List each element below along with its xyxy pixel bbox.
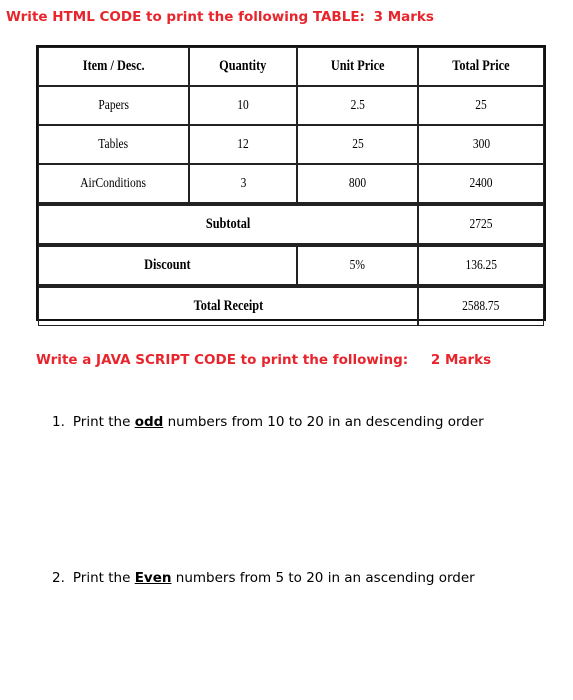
table-row [38,125,544,164]
discount-rate: 5% [297,244,418,285]
task-keyword: Even [134,570,172,586]
cell-item: Tables [38,125,189,164]
header-quantity: Quantity [189,47,297,86]
subtotal-value: 2725 [418,203,544,244]
cell-total-price: 25 [418,86,544,125]
total-label: Total Receipt [38,285,418,326]
cell-quantity: 12 [189,125,297,164]
cell-unit-price: 800 [297,164,418,203]
cell-quantity: 10 [189,86,297,125]
header-unit-price: Unit Price [297,47,418,86]
task-text-before: Print the [72,570,135,586]
cell-total-price: 300 [418,125,544,164]
discount-row [38,244,544,285]
cell-item: Papers [38,86,189,125]
table-row [38,164,544,203]
task-text-after: numbers from 5 to 20 in an ascending order [171,570,475,586]
task-number: 2. [52,570,65,586]
cell-quantity: 3 [189,164,297,203]
header-item: Item / Desc. [38,47,189,86]
header-total-price: Total Price [418,47,544,86]
cell-total-price: 2400 [418,164,544,203]
js-task-marks: 2 Marks [430,352,492,368]
task-item-even [52,570,475,586]
receipt-table [38,47,544,326]
html-task-heading [6,9,434,25]
table-row [38,86,544,125]
html-task-marks: 3 Marks [373,9,434,25]
js-task-heading-text: Write a JAVA SCRIPT CODE to print the following: [36,352,409,368]
task-number: 1. [52,414,65,430]
discount-label: Discount [38,244,297,285]
discount-value: 136.25 [418,244,544,285]
task-item-odd [52,414,484,430]
task-text-before: Print the [72,414,135,430]
subtotal-label: Subtotal [38,203,418,244]
js-task-heading [36,352,491,368]
total-value: 2588.75 [418,285,544,326]
receipt-table-frame [36,45,546,321]
cell-unit-price: 2.5 [297,86,418,125]
cell-unit-price: 25 [297,125,418,164]
task-keyword: odd [134,414,164,430]
html-task-heading-text: Write HTML CODE to print the following TABLE: [6,9,365,25]
subtotal-row [38,203,544,244]
table-header-row [38,47,544,86]
total-row [38,285,544,326]
cell-item: AirConditions [38,164,189,203]
task-text-after: numbers from 10 to 20 in an descending order [163,414,484,430]
